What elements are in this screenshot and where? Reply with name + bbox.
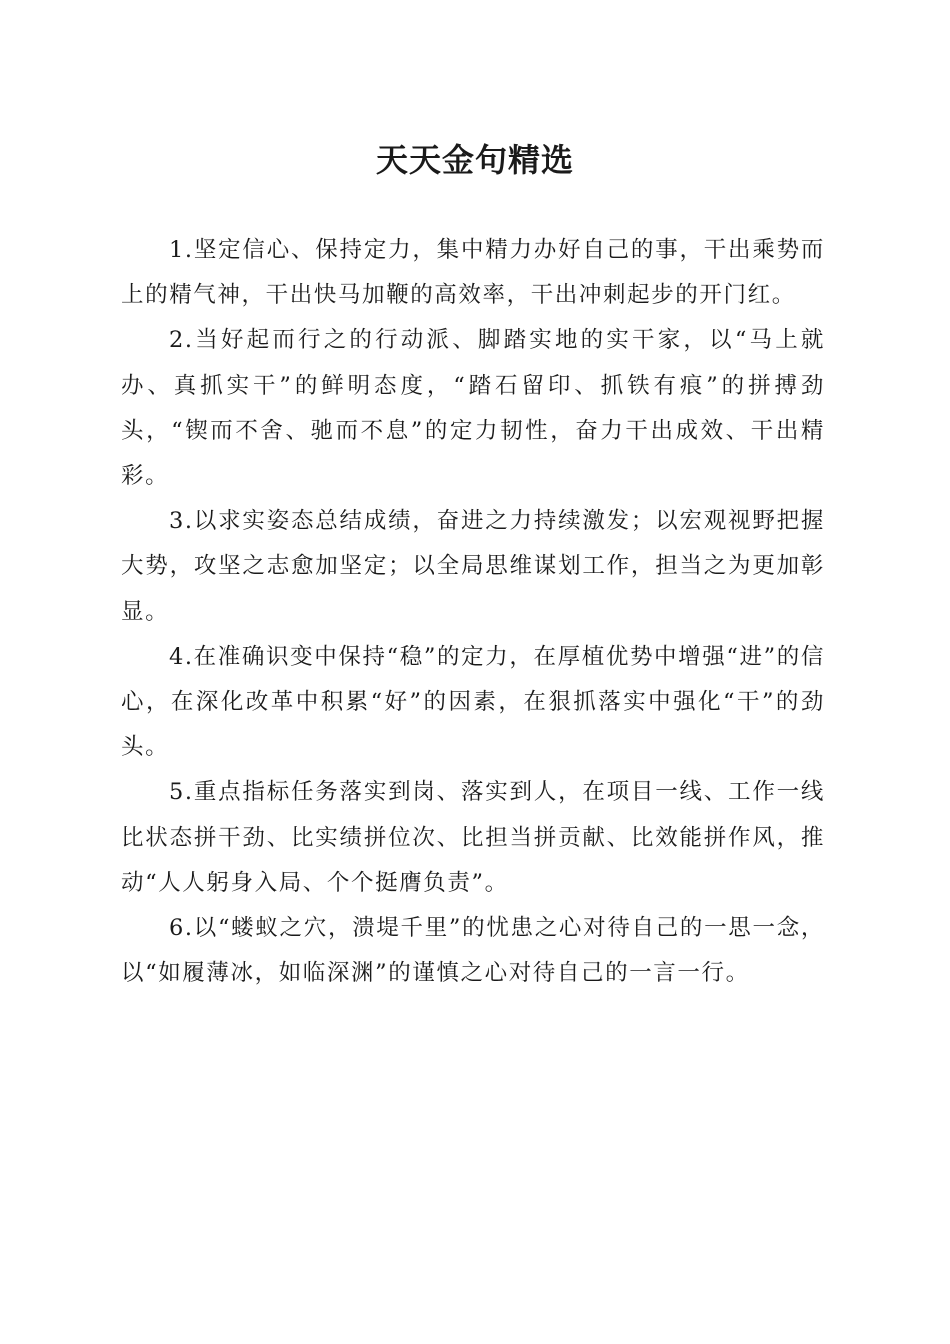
- paragraph-6: 6.以“蝼蚁之穴，溃堤千里”的忧患之心对待自己的一思一念，以“如履薄冰，如临深渊”的谨慎之心对待自己的一言一行。: [121, 915, 825, 987]
- paragraph-3: 3.以求实姿态总结成绩，奋进之力持续激发；以宏观视野把握大势，攻坚之志愈加坚定；以全局思维谋划工作，担当之为更加彰显。: [121, 508, 825, 625]
- paragraph-4: 4.在准确识变中保持“稳”的定力，在厚植优势中增强“进”的信心，在深化改革中积累“好”的因素，在狠抓落实中强化“干”的劲头。: [121, 643, 825, 761]
- paragraph-2: 2.当好起而行之的行动派、脚踏实地的实干家，以“马上就办、真抓实干”的鲜明态度，“踏石留印、抓铁有痕”的拼搏劲头，“锲而不舍、驰而不息”的定力韧性，奋力干出成效、干出精彩。: [121, 327, 825, 490]
- paragraph-5: 5.重点指标任务落实到岗、落实到人，在项目一线、工作一线比状态拼干劲、比实绩拼位次、比担当拼贡献、比效能拼作风，推动“人人躬身入局、个个挺膺负责”。: [121, 779, 825, 896]
- paragraph-1: 1.坚定信心、保持定力，集中精力办好自己的事，干出乘势而上的精气神，干出快马加鞭的高效率，干出冲刺起步的开门红。: [121, 237, 825, 309]
- document-body: [121, 228, 825, 996]
- document-title: 天天金句精选: [375, 141, 574, 179]
